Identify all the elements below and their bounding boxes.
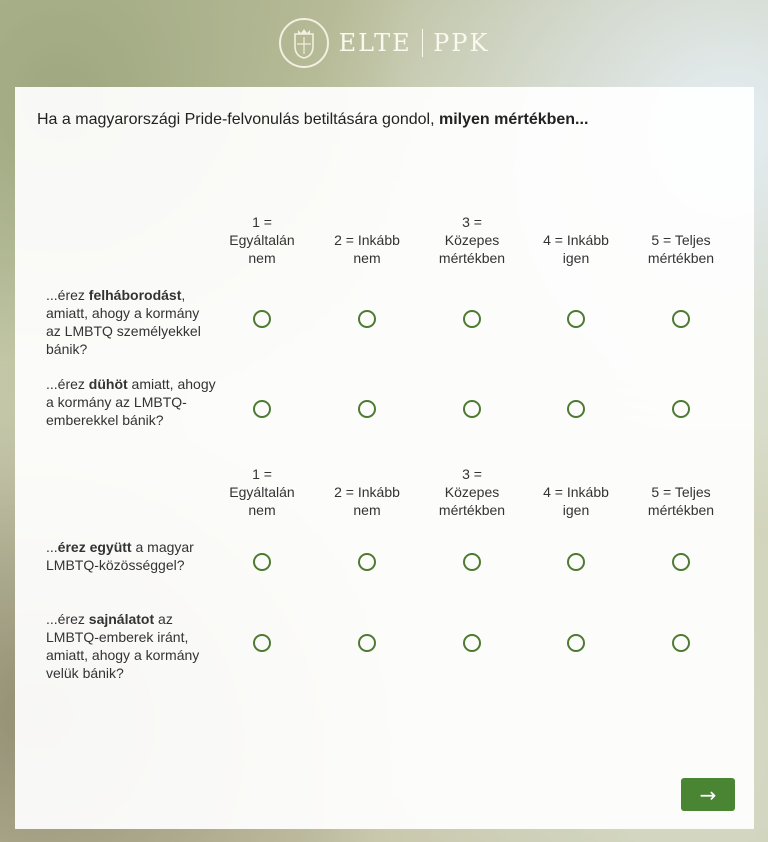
radio-option-1[interactable]: [253, 553, 271, 571]
scale-header: [15, 213, 754, 273]
survey-panel: [15, 87, 754, 829]
scale-header: [15, 465, 754, 525]
elte-ppk-logo: [279, 18, 490, 68]
radio-option-5[interactable]: [672, 400, 690, 418]
radio-option-3[interactable]: [463, 310, 481, 328]
item-label: ...érez felháborodást, amiatt, ahogy a kormány az LMBTQ személyekkel bánik?: [46, 287, 201, 357]
crest-icon: [279, 18, 329, 68]
item-label: ...érez sajnálatot az LMBTQ-emberek iránt, amiatt, ahogy a kormány velük bánik?: [46, 611, 200, 681]
radio-option-2[interactable]: [358, 553, 376, 571]
logo-divider: [422, 29, 424, 57]
scale-option-3: 3 = Közepes mértékben: [438, 466, 506, 518]
scale-option-1: 1 = Egyáltalán nem: [229, 466, 295, 518]
logo-ppk: PPK: [433, 29, 490, 57]
item-label: ...érez dühöt amiatt, ahogy a kormány az LMBTQ-emberekkel bánik?: [46, 376, 216, 428]
item-label: ...érez együtt a magyar LMBTQ-közösséggel?: [46, 539, 194, 573]
scale-option-4: 4 = Inkább igen: [543, 232, 609, 266]
question-text: Ha a magyarországi Pride-felvonulás betiltására gondol, milyen mértékben...: [37, 111, 589, 128]
radio-option-4[interactable]: [567, 310, 585, 328]
scale-option-4: 4 = Inkább igen: [543, 484, 609, 518]
radio-option-2[interactable]: [358, 310, 376, 328]
radio-option-2[interactable]: [358, 400, 376, 418]
radio-option-4[interactable]: [567, 553, 585, 571]
radio-option-5[interactable]: [672, 553, 690, 571]
scale-option-2: 2 = Inkább nem: [334, 484, 400, 518]
radio-option-3[interactable]: [463, 634, 481, 652]
scale-option-5: 5 = Teljes mértékben: [647, 484, 715, 518]
scale-option-2: 2 = Inkább nem: [334, 232, 400, 266]
radio-option-4[interactable]: [567, 634, 585, 652]
radio-option-3[interactable]: [463, 553, 481, 571]
scale-option-3: 3 = Közepes mértékben: [438, 214, 506, 266]
header: [0, 0, 768, 86]
radio-option-1[interactable]: [253, 634, 271, 652]
radio-option-1[interactable]: [253, 400, 271, 418]
radio-option-4[interactable]: [567, 400, 585, 418]
radio-option-1[interactable]: [253, 310, 271, 328]
radio-option-3[interactable]: [463, 400, 481, 418]
radio-option-5[interactable]: [672, 310, 690, 328]
scale-option-5: 5 = Teljes mértékben: [647, 232, 715, 266]
scale-option-1: 1 = Egyáltalán nem: [229, 214, 295, 266]
radio-option-5[interactable]: [672, 634, 690, 652]
radio-option-2[interactable]: [358, 634, 376, 652]
logo-elte: ELTE: [338, 29, 412, 57]
next-button[interactable]: →: [681, 778, 735, 811]
